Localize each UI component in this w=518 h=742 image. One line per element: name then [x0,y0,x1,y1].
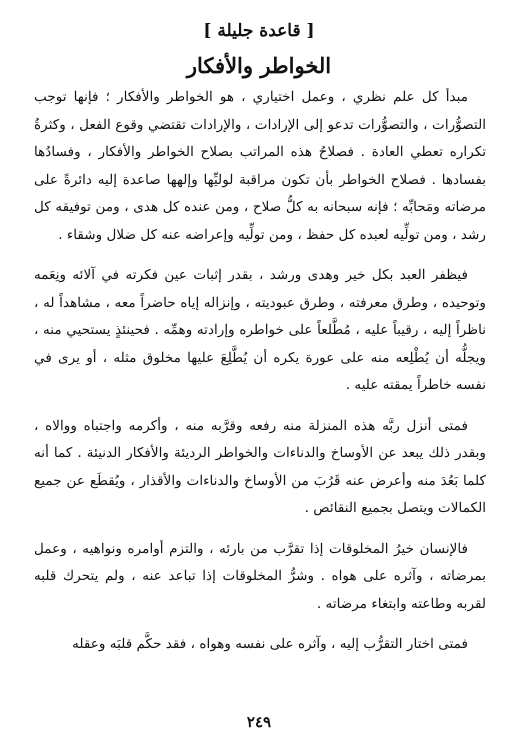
paragraph-4: فالإنسان خيرُ المخلوقات إذا تقرَّب من بارئه ، والتزم أوامره ونواهيه ، وعمل بمرضاته ، وآثره على هواه . وشرُّ المخلوقات إذا تباعد عنه ، ولم يتحرك قلبه لقربه وطاعته وابتغاء مرضاته . [34,540,486,612]
chapter-title: الخواطر والأفكار [186,53,332,78]
paragraph-3: فمتى أنزل ربَّه هذه المنزلة منه رفعه وقرَّبه منه ، وأكرمه واجتباه ووالاه ، وبقدر ذلك يبعد عن الأوساخ والدناءات والخواطر الرديئة والأفكار الدنيئة . كما أنه كلما بَعُدَ منه وأعرض عنه قَرُبَ من الأوساخ والدناءات والأقذار ، ويُقطَع عن جميع الكمالات ويتصل بجميع النقائص . [34,417,486,516]
paragraph-2: فيظفر العبد بكل خير وهدى ورشد ، بقدر إثبات عين فكرته في آلائه ونِعَمه وتوحيده ، وطرق معرفته ، وطرق عبوديته ، وإنزاله إياه حاضراً معه ، مشاهداً له ، ناظراً إليه ، رقيباً عليه ، مُطَّلعاً على خواطره وإرادته وهمِّه . فحينئذٍ يستحيي منه ، ويجلُّه أن يُطْلِعه منه على عورة يكره أن يُطَّلِعَ عليها مخلوق مثله ، أو يرى في نفسه خاطراً يمقته عليه . [34,267,486,393]
section-label: [ قاعدة جليلة ] [203,21,315,41]
page-footer [0,712,518,731]
page-header [0,18,518,82]
page-number: ٢٤٩ [246,713,272,731]
page-body [34,84,486,672]
paragraph-1: مبدأ كل علم نظري ، وعمل اختياري ، هو الخواطر والأفكار ؛ فإنها توجب التصوُّرات ، والتصوُّرات تدعو إلى الإرادات ، والإرادات تقتضي وقوع الفعل ، وكثرةُ تكراره تعطي العادة . فصلاحُ هذه المراتب بصلاح الخواطر والأفكار ، وفسادُها بفسادها . فصلاح الخواطر بأن تكون مراقبة لوليِّها وإلهها صاعدة إليه دائرةً على مرضاته ومَحابِّه ؛ فإنه سبحانه به كلُّ صلاح ، ومن عنده كل هدى ، ومن توفيقه كل رشد ، ومن تولِّيه لعبده كل حفظ ، ومن تولِّيه وإعراضه عنه كل ضلال وشقاء . [34,89,486,243]
paragraph-5: فمتى اختار التقرُّب إليه ، وآثره على نفسه وهواه ، فقد حكَّم قلبَه وعقله [72,636,468,652]
